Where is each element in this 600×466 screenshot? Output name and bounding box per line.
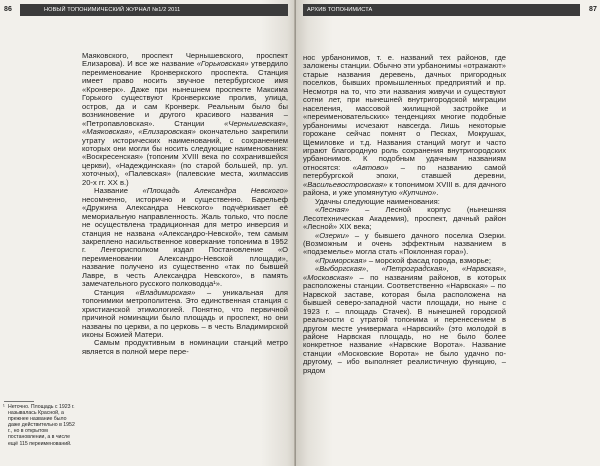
right-paragraph-5: «Приморская» – морской фасад города, взморье; <box>315 255 492 265</box>
right-paragraph-6: «Выборгская», «Петроградская», «Нарвская», «Московская» – по названиям районов, в которых расположены станции. Соответственно «Нарвская» – по Нарвской заставе, которая была расположена на бывшей северо-западной части площади, но ныне с 1923 г. – площадь Стачек). В нынешней городской реальности с утратой топонима и перенесением в другом месте универмага «Нарвский» (это молодой в районе Нарвская площадь, но не было более конкретное название «Нарвские Ворота». Название станции «Московские Ворота» не было удачно по-другому, – ибо выполняет реалистичную функцию, – рядом <box>303 264 506 375</box>
left-text-column <box>82 52 288 356</box>
left-page <box>0 0 296 466</box>
left-running-header <box>0 4 288 16</box>
right-paragraph-3: «Лесная» – Лесной корпус (нынешняя Лесотехническая Академия), проспект, дачный район «Лесной» XIX века; <box>303 205 506 232</box>
left-paragraph-4: Самым продуктивным в номинации станций метро является в полной мере пере- <box>82 338 288 356</box>
left-paragraph-1: Маяковского, проспект Чернышевского, проспект Елизарова). И все же название «Горьковская» утвердило переименование Кронверкского проспекта. Станция имеет право носить звучное петербургское имя «Кронверк». Даже при нынешнем проспекте Максима Горького существуют Кронверкские пролив, улица, остров, да и сам Кронверк. Реальным было бы возникновение и другого красивого названия – «Петропавловская». Станции «Чернышевская», «Маяковская», «Елизаровская» окончательно закрепили утрату исторических наименований, с сохранением которых они могли бы носить следующие наименования: «Воскресенская» (топоним XVIII века по сохранившейся церкви), «Надеждинская» (по старой большей, пр. ул. хоточных), «Палевская» (палевские места, жилмассив 20-х гг. ХХ в.) <box>82 51 288 187</box>
right-paragraph-1: нос урбанонимов, т. е. названий тех районов, где заложены станции. Обычно эти урбанонимы «отражают» старые названия деревень, дачных пригородных поселков, бывших промышленных предприятий и пр. Несмотря на то, что эти названия живучи и существуют сотни лет, при нынешней внутригородской миграции населения, массовой жилищной застройке и «переименовательских» тенденциях многие подобные урбанонимы исчезают навсегда. Лишь некоторые горожане сейчас помнят о Песках, Мокрушах, Щемиловке и т.д. Названия станций могут и часто играют благородную роль сохранения внутригородских урбанонимов. К подобным удачным названиям относятся: «Автово» – по названию самой петербургской эпохи, ставшей деревни, «Васильевостровская» к топонимом XVIII в. для дачного района, и уже упомянутую «Купчино». <box>303 53 506 198</box>
right-page-number: 87 <box>589 6 597 13</box>
right-text-column <box>303 54 506 375</box>
section-title: АРХИВ ТОПОНИМИСТА <box>307 7 373 13</box>
left-header-band <box>20 4 288 16</box>
journal-title: НОВЫЙ ТОПОНИМИЧЕСКИЙ ЖУРНАЛ №1/2 2011 <box>44 7 181 13</box>
footnote-mark: ¹ <box>3 404 5 410</box>
footnote <box>4 404 80 447</box>
left-paragraph-2: Название «Площадь Александра Невского» несомненно, исторично и существенно. Барельеф «Дружина Александра Невского» подчёркивает её мемориальную направленность. Жаль только, что после не осуществлена традиционная для метро инверсия и станция не названа «Александро-Невской», тем самым закреплено насильственное коверкание топонима в 1952 г. Ленгорисполком издал Постановление «О переименовании Александро-Невской площади», название получено из существенно «так по бывшей Лавре, в честь Александра Невского», в память замечательного русского полководца¹». <box>82 186 288 289</box>
right-header-band <box>303 4 580 16</box>
left-paragraph-3: Станция «Владимирская» – уникальная для топонимики метрополитена. Это единственная станция с христианской этимологией. Понятно, что первичной причиной номинации было площадь и проспект, но они названы по церкви, а по церковь – в честь Владимирской иконы Божией Матери. <box>82 287 289 339</box>
footnote-text: Неточно. Площадь с 1923 г. называлась Красной, а прежнее название было даже действительно в 1952 г., но в открытом постановлении, а в числе ещё 115 переименований. <box>8 404 75 447</box>
left-page-number: 86 <box>4 6 12 13</box>
right-running-header <box>303 4 600 16</box>
footnote-rule <box>4 401 34 402</box>
right-paragraph-2: Удачны следующие наименования: <box>315 196 440 206</box>
right-paragraph-4: «Озерки» – у бывшего дачного поселка Озерки. (Возможным и очень эффектным названием в «подземелье» могла стать «Поклонная гора»). <box>303 230 506 257</box>
